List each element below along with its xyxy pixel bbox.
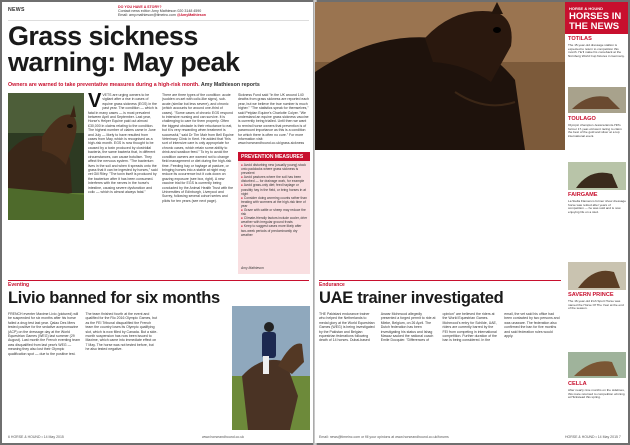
right-footer-page: HORSE & HOUND • 14 May 2015 7 [565, 435, 621, 439]
savern-prince-graphic [568, 262, 626, 290]
prevention-item: ● Avoid pastures where the soil has been disturbed — for drainage work, for example [241, 175, 305, 184]
contact-line3: Email: amy.mathieson@timeinc.com @AmyMathieson [118, 13, 206, 18]
eventing-kicker: Eventing [8, 282, 30, 288]
horse-photo [8, 93, 84, 220]
toulago-graphic [568, 87, 626, 113]
prevention-list [241, 163, 308, 237]
eventing-headline: Livio banned for six months [8, 289, 220, 307]
cella-graphic [568, 352, 626, 378]
contact-line2: Contact news editor: Amy Mathieson 020 3148 4590 [118, 9, 202, 14]
prevention-item: ● Climate-friendly factors include cooler, drier weather with irregular ground frosts [241, 216, 308, 225]
sidebar-title-fairgame: FAIRGAME [568, 192, 598, 198]
sidebar-text-savern-prince: The 16-year-old Irish Sport Horse was named the Horse Of The Year at the end of the season. [568, 300, 624, 311]
box-author: Amy Mathieson [241, 266, 264, 270]
right-page [315, 2, 628, 443]
cella-photo [568, 352, 626, 378]
sidebar-title-toulago: TOULAGO [568, 116, 596, 122]
prevention-item: ● Avoid grass-only diet; feed haylage or possibly hay in the field, or bring horses in at night [241, 183, 307, 196]
endurance-headline: UAE trainer investigated [319, 289, 504, 307]
sidebar-text-fairgame: La Stella Flamenco former show dressage horse was retired after years of competition — he was sold and is now enjoying life on a stud. [568, 200, 626, 215]
header-rule [8, 20, 309, 21]
drop-cap: V [88, 93, 102, 112]
twitter-handle[interactable]: @AmyMathieson [176, 13, 206, 18]
prevention-item: ● Keep to suggest cases more likely after two-week periods of predominantly dry weather [241, 224, 302, 237]
prevention-box-title: PREVENTION MEASURES [238, 152, 310, 161]
sidebar-text-toulago: Olympic champion Jessica Ennis-Hill's former 17-year-old went racing to claim the best of the gold and silver at a top international event. [568, 124, 622, 139]
standfirst-text: Owners are warned to take preventative measures during a high-risk month. [8, 82, 200, 88]
main-headline: Grass sickness warning: May peak [8, 23, 240, 77]
contact-block [118, 5, 248, 18]
prevention-box [238, 152, 310, 274]
masthead-small: HORSE & HOUND [569, 6, 604, 11]
horse-photo-graphic [8, 93, 84, 220]
left-footer-page: 6 HORSE & HOUND • 14 May 2015 [8, 435, 64, 439]
sidebar-title-totilas: TOTILAS [568, 36, 592, 42]
section-label: NEWS [8, 7, 25, 13]
sidebar-title-savern-prince: SAVERN PRINCE [568, 292, 614, 298]
masthead [565, 2, 628, 35]
right-footer-contact[interactable]: Email: news@timeinc.com or fill your opinions at www.horseandhound.co.uk/forums [319, 435, 449, 439]
prevention-item: ● Avoid disturbing new (usually young) stock onto paddocks where grass sickness is prevalent [241, 163, 306, 176]
eventing-rule [8, 280, 309, 281]
rider-photo-graphic [232, 306, 310, 430]
endurance-rule [319, 280, 561, 281]
article-column-3: Sickness Fund said "in the UK around 140 deaths from grass sickness are reported each year, but we believe the true number is much higher." "The statistics speak for themselves," said Petplan Equine's Charlotte Colyer. "We understand an equine grass sickness vaccine is currently being trialled. Until then we want to remind horse owners that prevention is of paramount importance as this is a condition for which there is often no cure." For more information visit: www.horseandhound.co.uk/grass-sickness [238, 93, 310, 146]
fairgame-graphic [568, 162, 626, 190]
dark-horse-photo [315, 2, 565, 150]
sidebar-text-totilas: The 15-year-old dressage stallion is expected to return to competition this month. He'll make his comeback at the Nürnberg World Cup fixtures in Germany. [568, 44, 625, 59]
eventing-body: FRENCH eventer Maxime Livio (pictured) will be suspended for six months after his horse failed a drug test last year. Qalao Des Mers tested positive for the sedative acepromazine (ACP) on the dressage day at the World Equestrian Games (WEG) last summer (29 August). Last month the French eventing team was disqualified from last year's WEG — meaning they also lost their Olympic qualification spot — due to the positive test. The team finished fourth at the event and qualified for the Rio 2016 Olympic Games, but as the FEI Tribunal disqualified the French team the country loses its Olympic qualifying slot, which is now filled by Canada. But a side-month suspension has now been issued to Maxime, which came into immediate effect on 7 May. The horse was not tested before, but he also tested negative. [8, 312, 158, 356]
horses-sidebar [565, 34, 628, 434]
sidebar-title-cella: CELLA [568, 381, 587, 387]
article-column-1: VVETS are urging owners to be vigilant after a rise in cases of equine grass sickness (EGS) in the past year. The condition — which is fatal in many cases — is most prevalent between April and September. Last year, Horse's Helper Equine paid out almost £30,000 in claims relating to the condition. The highest number of claims came in June and July — likely to have resulted from cases from May, which is recognised as a high-risk month. EGS is now thought to be caused by a toxin produced by clostridial bacteria, the same bacteria that, in different circumstances, can cause botulism. They affect the nervous system. "The bacterium lives in the soil and when it spreads onto the grass that it can be ingested by horses," said vet Gill Riley. "The toxin itself is produced by the bacterium after it has been consumed. Interferes with the nerves in the horse's intestine, causing severe dysfunction and colic — which is almost always fatal." [88, 93, 158, 194]
rider-photo [232, 306, 310, 430]
toulago-photo [568, 87, 626, 113]
standfirst [8, 82, 308, 88]
prevention-item: ● Graze with cattle or sheep may reduce the risk [241, 208, 306, 217]
endurance-kicker: Endurance [319, 282, 345, 288]
prevention-item: ● Consider doing worming counts rather than treating with wormers at the high-risk time of year [241, 195, 307, 208]
byline: Amy Mathieson reports [200, 82, 260, 88]
eventing-body-extra [164, 312, 226, 430]
left-footer-url[interactable]: www.horseandhound.co.uk [202, 435, 245, 439]
article-column-2: There are three types of the condition: acute (sudden on-set with colic-like signs), sub-acute (similar but less severe), and chronic (which accounts for around one-third of cases). "Some cases of chronic EGS respond to intensive nursing and can survive. It is challenging to care for them properly. Often the biggest obstacle is their reluctance to eat, but it is very rewarding when treatment is successful," said Dr Tim Mair from Bell Equine Veterinary Clinic in Kent. He added that "this sort of intensive care is only appropriate for chronic cases, which retain some ability to drink and swallow feed." To try to avoid the condition owners are warned not to change field management or diet during the high-risk time. Feeding hay or haylage at pasture, or bringing horses into a stable at night may reduce its occurrence but it cuts down on grazing exposure (see box, right). A new vaccine trial for EGS is currently being conducted by the Animal Health Trust with the Universities of Edinburgh, Liverpool and Surrey, following several cohort series and pilots for ten years (see next page). [162, 93, 234, 203]
sidebar-text-cella: After nearly nine months on the sidelines, this mare returned to competition winning at Hickstead this spring. [568, 389, 625, 400]
savern-prince-photo [568, 262, 626, 290]
contact-line1: DO YOU HAVE A STORY? [118, 5, 162, 9]
masthead-title: HORSES IN THE NEWS [569, 12, 622, 31]
fairgame-photo [568, 162, 626, 190]
left-page [2, 2, 315, 443]
dark-horse-graphic [315, 2, 565, 150]
endurance-body: THE Pakistani endurance trainer who helped the Netherlands to medal glory at the World Equestrian Games (WEG) is being investigated by the Pakistan and Belgian equestrian federations following death of 14 horses. Dubai-based Anwar Mohmood allegedly presented a forged permit to ride at Mieke, Belgium, on 26 April. The Dutch federation has been investigating his status and Ishag Mawaz sacked the national coach Emile Docquier. "Differences of opinion" are believed the riders at the World Equestrian Games. Mohmood's entry for Schilde, UAE, riders are currently barred by the FEI from competing in international competition. Further duration of the ban is being considered. In the email, the vet said his office had been contacted by two persons and was unaware. The federation also confirmed the ban for five months and said federation rules would apply. [319, 312, 560, 343]
